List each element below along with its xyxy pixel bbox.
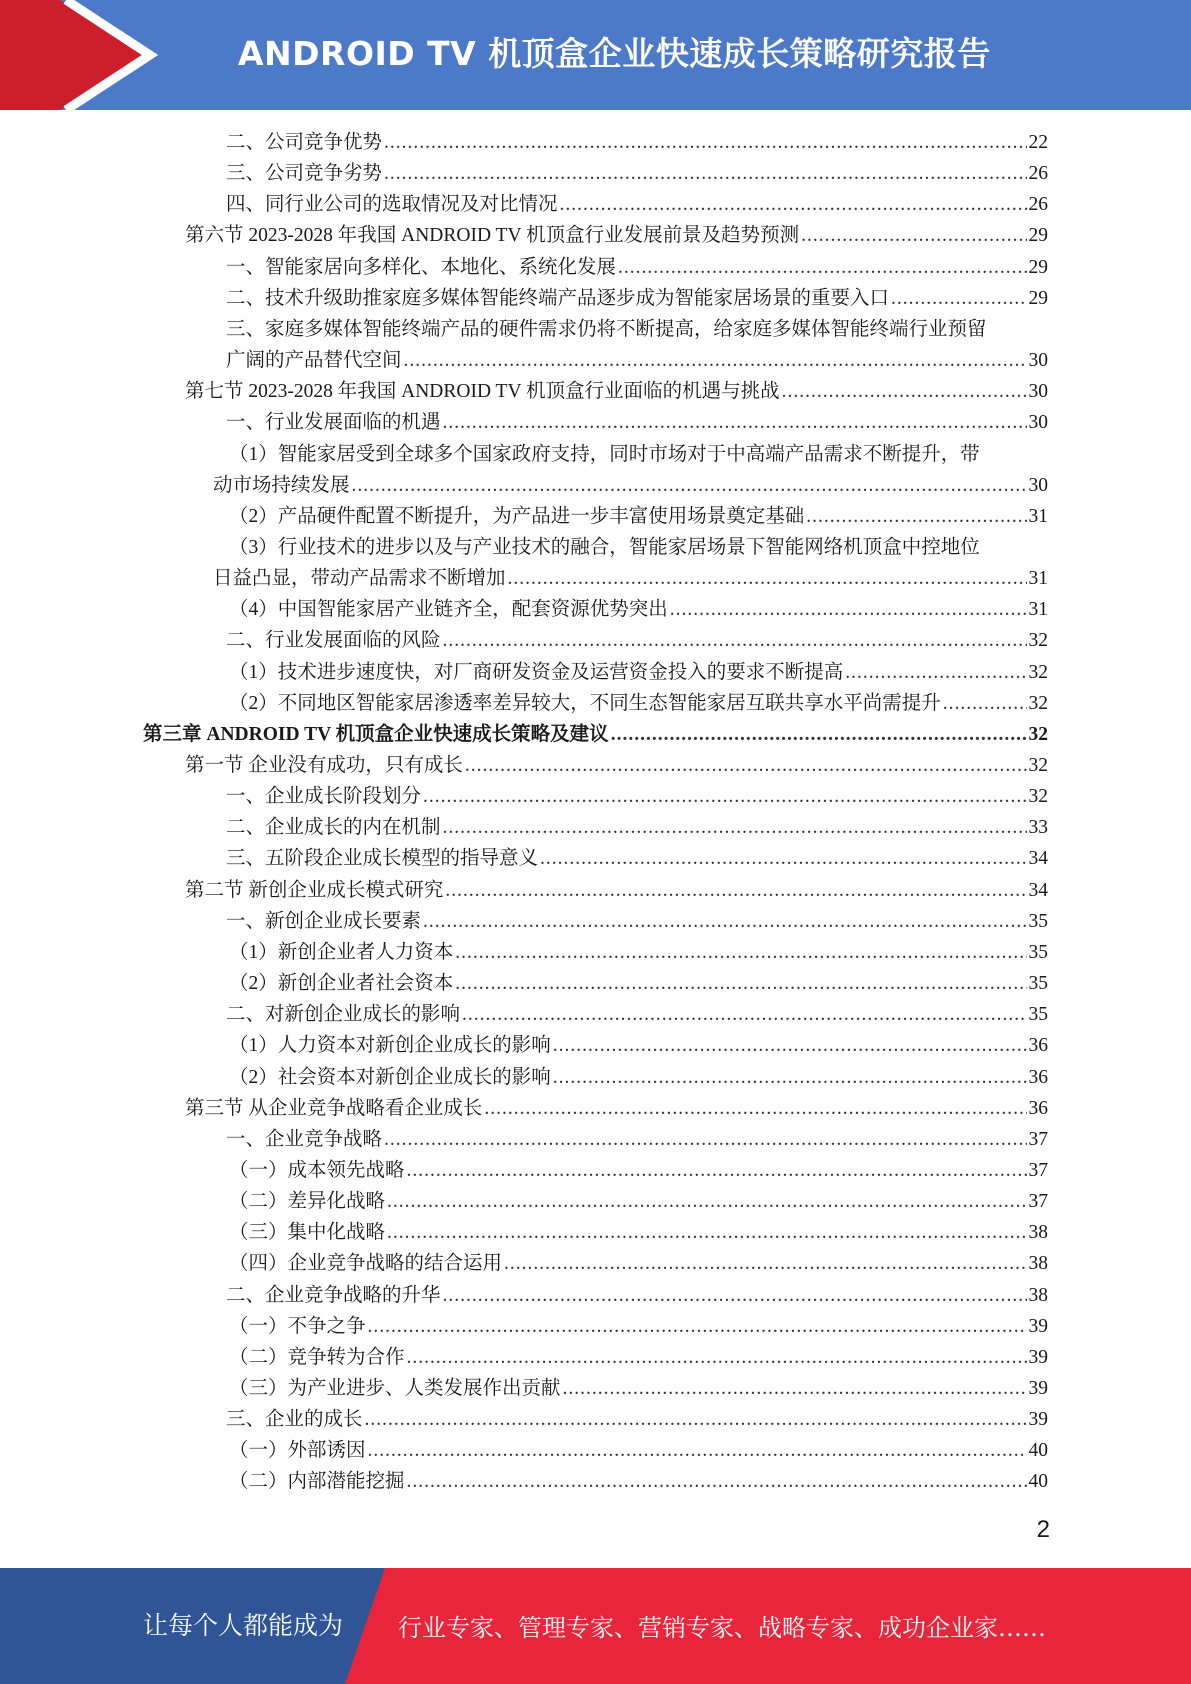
- toc-entry-title: 第三章 ANDROID TV 机顶盒企业快速成长策略及建议: [143, 723, 609, 745]
- toc-dot-leader: [443, 407, 1027, 438]
- toc-dot-leader: [387, 1217, 1026, 1248]
- toc-entry[interactable]: [229, 1466, 1048, 1497]
- toc-entry-title: 三、企业的成长: [226, 1409, 363, 1431]
- toc-entry[interactable]: [226, 314, 1048, 376]
- toc-entry-title: （一）不争之争: [229, 1315, 366, 1337]
- toc-page-number: 34: [1028, 848, 1048, 870]
- toc-entry-title: 第三节 从企业竞争战略看企业成长: [185, 1097, 483, 1119]
- toc-entry[interactable]: [226, 843, 1048, 874]
- toc-page-number: 38: [1028, 1222, 1048, 1244]
- toc-dot-leader: [404, 345, 1027, 376]
- toc-entry[interactable]: [213, 439, 1048, 501]
- toc-entry-title: 二、对新创企业成长的影响: [226, 1004, 461, 1026]
- toc-entry[interactable]: [229, 501, 1048, 532]
- toc-entry[interactable]: [226, 127, 1048, 158]
- toc-dot-leader: [462, 999, 1026, 1030]
- toc-entry-title: （三）为产业进步、人类发展作出贡献: [229, 1378, 561, 1399]
- toc-page-number: 36: [1028, 1097, 1048, 1119]
- toc-section-entry[interactable]: [185, 750, 1048, 781]
- toc-dot-leader: [368, 1311, 1027, 1342]
- toc-page-number: 32: [1028, 755, 1048, 776]
- toc-entry-title: （三）集中化战略: [229, 1222, 386, 1244]
- toc-entry-title: 广阔的产品替代空间: [226, 349, 402, 371]
- toc-entry[interactable]: [229, 688, 1048, 719]
- toc-entry[interactable]: [229, 657, 1048, 688]
- toc-entry[interactable]: [226, 1124, 1048, 1155]
- toc-entry[interactable]: [229, 1155, 1048, 1186]
- toc-dot-leader: [508, 563, 1027, 594]
- toc-page-number: 30: [1028, 474, 1048, 496]
- toc-page-number: 32: [1028, 630, 1048, 652]
- toc-page-number: 35: [1028, 973, 1048, 995]
- toc-entry-title: （2）社会资本对新创企业成长的影响: [229, 1066, 551, 1088]
- toc-entry[interactable]: [229, 1186, 1048, 1217]
- toc-entry[interactable]: [226, 407, 1048, 438]
- toc-page-number: 40: [1028, 1471, 1048, 1493]
- toc-entry-title: 二、企业竞争战略的升华: [226, 1284, 441, 1306]
- toc-page-number: 32: [1028, 786, 1048, 808]
- footer-slogan-right: 行业专家、管理专家、营销专家、战略专家、成功企业家……: [398, 1614, 1046, 1642]
- toc-entry-title: （1）人力资本对新创企业成长的影响: [229, 1035, 551, 1057]
- toc-dot-leader: [560, 189, 1027, 220]
- toc-page-number: 30: [1028, 381, 1048, 403]
- toc-dot-leader: [484, 1093, 1026, 1124]
- toc-entry-title: 二、行业发展面临的风险: [226, 630, 441, 652]
- toc-entry-title: 第六节 2023-2028 年我国 ANDROID TV 机顶盒行业发展前景及趋势预测: [185, 225, 800, 247]
- toc-page-number: 26: [1028, 194, 1048, 216]
- toc-page-number: 31: [1028, 505, 1048, 527]
- toc-dot-leader: [443, 625, 1027, 656]
- toc-entry-title: （1）技术进步速度快，对厂商研发资金及运营资金投入的要求不断提高: [229, 661, 844, 683]
- toc-entry[interactable]: [226, 283, 1048, 314]
- toc-entry-line: [229, 532, 1048, 563]
- toc-entry[interactable]: [229, 1217, 1048, 1248]
- toc-entry-title: （1）智能家居受到全球多个国家政府支持，同时市场对于中高端产品需求不断提升，带: [229, 443, 980, 465]
- toc-entry[interactable]: [226, 189, 1048, 220]
- toc-dot-leader: [553, 1030, 1027, 1061]
- toc-entry-title: 动市场持续发展: [213, 474, 350, 496]
- toc-dot-leader: [611, 719, 1027, 750]
- toc-dot-leader: [782, 376, 1027, 407]
- toc-page-number: 38: [1028, 1284, 1048, 1306]
- toc-page-number: 30: [1028, 349, 1048, 371]
- toc-entry-title: （3）行业技术的进步以及与产业技术的融合，智能家居场景下智能网络机顶盒中控地位: [229, 536, 980, 558]
- toc-page-number: 35: [1028, 941, 1048, 963]
- toc-entry-title: 一、行业发展面临的机遇: [226, 412, 441, 434]
- toc-dot-leader: [423, 781, 1026, 812]
- toc-entry[interactable]: [229, 1342, 1048, 1373]
- toc-entry-title: （一）成本领先战略: [229, 1159, 405, 1181]
- toc-entry-title: 二、技术升级助推家庭多媒体智能终端产品逐步成为智能家居场景的重要入口: [226, 287, 890, 309]
- toc-page-number: 39: [1028, 1315, 1048, 1337]
- toc-dot-leader: [891, 283, 1026, 314]
- toc-page-number: 32: [1028, 723, 1048, 745]
- toc-dot-leader: [365, 1404, 1027, 1435]
- toc-page-number: 31: [1028, 599, 1048, 621]
- toc-page-number: 36: [1028, 1035, 1048, 1057]
- toc-dot-leader: [504, 1248, 1026, 1279]
- toc-entry-title: 第二节 新创企业成长模式研究: [185, 879, 444, 901]
- toc-page-number: 22: [1028, 132, 1048, 153]
- toc-entry-title: 第七节 2023-2028 年我国 ANDROID TV 机顶盒行业面临的机遇与挑战: [185, 381, 780, 403]
- toc-entry[interactable]: [226, 781, 1048, 812]
- toc-dot-leader: [407, 1466, 1027, 1497]
- toc-page-number: 33: [1028, 817, 1048, 839]
- toc-entry[interactable]: [229, 594, 1048, 625]
- document-title: ANDROID TV 机顶盒企业快速成长策略研究报告: [238, 34, 991, 73]
- toc-entry-title: 一、企业成长阶段划分: [226, 786, 422, 808]
- toc-page-number: 38: [1028, 1253, 1048, 1275]
- toc-entry-title: （四）企业竞争战略的结合运用: [229, 1253, 503, 1275]
- toc-entry[interactable]: [213, 532, 1048, 594]
- toc-section-entry[interactable]: [185, 875, 1048, 906]
- toc-entry[interactable]: [226, 158, 1048, 189]
- toc-dot-leader: [540, 843, 1026, 874]
- toc-section-entry[interactable]: [185, 1093, 1048, 1124]
- toc-page-number: 29: [1028, 256, 1048, 278]
- toc-dot-leader: [407, 1155, 1027, 1186]
- toc-dot-leader: [553, 1062, 1027, 1093]
- toc-page-number: 39: [1028, 1346, 1048, 1368]
- toc-entry-title: （二）竞争转为合作: [229, 1346, 405, 1368]
- toc-dot-leader: [455, 968, 1026, 999]
- toc-entry[interactable]: [229, 1248, 1048, 1279]
- toc-entry-title: 一、智能家居向多样化、本地化、系统化发展: [226, 256, 617, 278]
- toc-entry-title: （1）新创企业者人力资本: [229, 941, 454, 963]
- toc-entry[interactable]: [229, 1311, 1048, 1342]
- toc-entry-title: （一）外部诱因: [229, 1440, 366, 1462]
- toc-dot-leader: [618, 252, 1026, 283]
- toc-entry[interactable]: [226, 1404, 1048, 1435]
- toc-page-number: 40: [1028, 1440, 1048, 1462]
- toc-entry[interactable]: [229, 1373, 1048, 1404]
- toc-page-number: 31: [1028, 567, 1048, 589]
- toc-entry-title: 三、家庭多媒体智能终端产品的硬件需求仍将不断提高，给家庭多媒体智能终端行业预留: [226, 318, 987, 340]
- toc-entry-title: （4）中国智能家居产业链齐全，配套资源优势突出: [229, 599, 668, 621]
- toc-dot-leader: [384, 1124, 1026, 1155]
- toc-entry[interactable]: [229, 968, 1048, 999]
- toc-page-number: 37: [1028, 1191, 1048, 1213]
- page-number: 2: [1036, 1516, 1050, 1543]
- toc-dot-leader: [423, 906, 1026, 937]
- toc-dot-leader: [455, 937, 1026, 968]
- toc-chapter-entry[interactable]: [143, 719, 1048, 750]
- toc-entry-title: 三、五阶段企业成长模型的指导意义: [226, 848, 539, 870]
- toc-page-number: 29: [1028, 287, 1048, 309]
- toc-section-entry[interactable]: [185, 376, 1048, 407]
- toc-entry[interactable]: [229, 1435, 1048, 1466]
- toc-page-number: 29: [1028, 225, 1048, 247]
- toc-dot-leader: [670, 594, 1027, 625]
- toc-page-number: 32: [1028, 692, 1048, 714]
- toc-dot-leader: [352, 470, 1027, 501]
- toc-dot-leader: [443, 1280, 1027, 1311]
- toc-entry-title: 三、公司竞争劣势: [226, 163, 383, 185]
- toc-page-number: 32: [1028, 661, 1048, 683]
- toc-entry[interactable]: [229, 1030, 1048, 1061]
- toc-dot-leader: [384, 127, 1026, 158]
- toc-dot-leader: [563, 1373, 1027, 1404]
- toc-dot-leader: [384, 158, 1026, 189]
- toc-entry-line: [213, 470, 1048, 501]
- toc-page-number: 37: [1028, 1159, 1048, 1181]
- toc-page-number: 36: [1028, 1066, 1048, 1088]
- toc-entry-title: 一、新创企业成长要素: [226, 910, 422, 932]
- toc-entry-title: 一、企业竞争战略: [226, 1128, 383, 1150]
- toc-entry-title: 第一节 企业没有成功，只有成长: [185, 755, 463, 776]
- toc-entry[interactable]: [229, 1062, 1048, 1093]
- toc-entry-title: （二）内部潜能挖掘: [229, 1471, 405, 1493]
- toc-dot-leader: [806, 501, 1026, 532]
- toc-entry-line: [213, 563, 1048, 594]
- toc-entry-title: 四、同行业公司的选取情况及对比情况: [226, 194, 558, 216]
- toc-entry[interactable]: [226, 999, 1048, 1030]
- toc-entry[interactable]: [226, 252, 1048, 283]
- toc-entry[interactable]: [226, 1280, 1048, 1311]
- toc-entry-title: （二）差异化战略: [229, 1191, 386, 1213]
- toc-dot-leader: [465, 750, 1027, 781]
- toc-entry-title: （2）产品硬件配置不断提升，为产品进一步丰富使用场景奠定基础: [229, 505, 805, 527]
- toc-page-number: 37: [1028, 1128, 1048, 1150]
- footer-slogan-left: 让每个人都能成为: [143, 1611, 344, 1640]
- toc-entry-title: 二、公司竞争优势: [226, 132, 383, 153]
- toc-entry[interactable]: [229, 937, 1048, 968]
- page-header: [0, 0, 1191, 110]
- toc-page-number: 39: [1028, 1378, 1048, 1399]
- toc-page-number: 30: [1028, 412, 1048, 434]
- toc-entry-title: 二、企业成长的内在机制: [226, 817, 441, 839]
- toc-entry-line: [226, 345, 1048, 376]
- toc-entry[interactable]: [226, 625, 1048, 656]
- toc-dot-leader: [845, 657, 1026, 688]
- toc-page-number: 35: [1028, 910, 1048, 932]
- toc-dot-leader: [445, 875, 1026, 906]
- toc-page-number: 26: [1028, 163, 1048, 185]
- toc-dot-leader: [407, 1342, 1027, 1373]
- toc-page-number: 39: [1028, 1409, 1048, 1431]
- toc-entry-line: [229, 439, 1048, 470]
- toc-dot-leader: [368, 1435, 1027, 1466]
- toc-entry-line: [226, 314, 1048, 345]
- toc-entry[interactable]: [226, 812, 1048, 843]
- toc-dot-leader: [443, 812, 1027, 843]
- toc-entry-title: （2）不同地区智能家居渗透率差异较大，不同生态智能家居互联共享水平尚需提升: [229, 692, 941, 714]
- page-footer: [0, 1568, 1191, 1684]
- toc-page-number: 35: [1028, 1004, 1048, 1026]
- toc-dot-leader: [943, 688, 1027, 719]
- toc-page-number: 34: [1028, 879, 1048, 901]
- toc-dot-leader: [387, 1186, 1026, 1217]
- toc-entry-title: 日益凸显，带动产品需求不断增加: [213, 567, 506, 589]
- toc-entry-title: （2）新创企业者社会资本: [229, 973, 454, 995]
- toc-entry[interactable]: [226, 906, 1048, 937]
- toc-section-entry[interactable]: [185, 220, 1048, 251]
- toc-dot-leader: [801, 220, 1026, 251]
